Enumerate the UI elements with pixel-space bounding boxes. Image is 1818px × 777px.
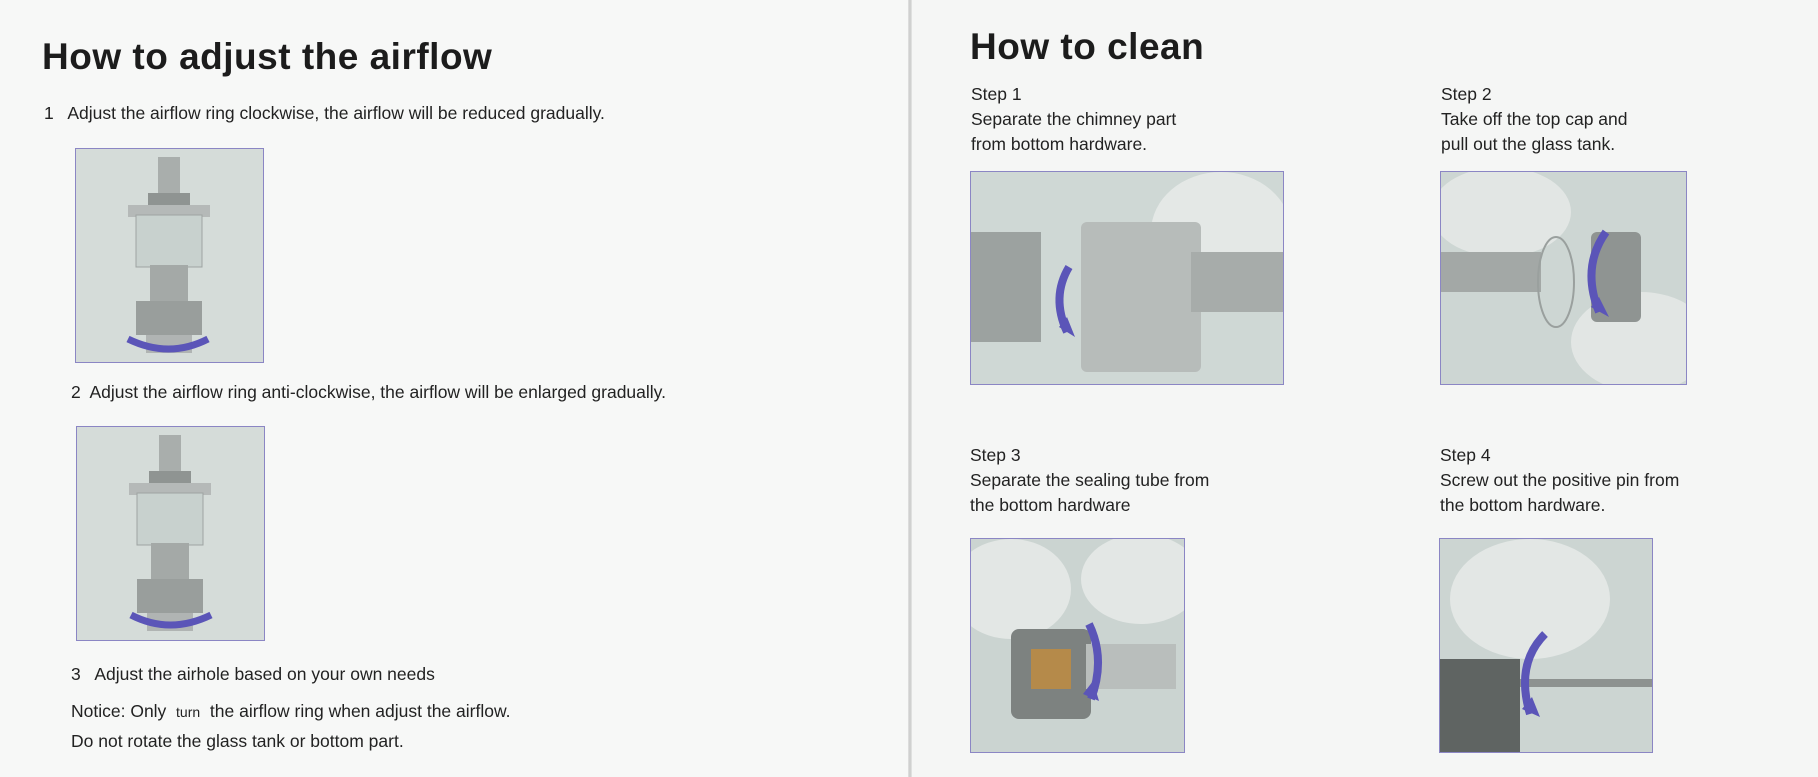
step-number: 2 xyxy=(71,382,81,402)
airflow-step-2 xyxy=(71,379,666,405)
step-number: 3 xyxy=(71,664,81,684)
clean-step-4-line2: the bottom hardware. xyxy=(1440,495,1606,515)
clean-step-1-line1: Separate the chimney part xyxy=(971,109,1177,129)
clean-step-4-photo xyxy=(1439,538,1653,753)
clean-step-4-label: Step 4 xyxy=(1440,445,1491,465)
book-spine xyxy=(908,0,912,777)
airflow-step-3 xyxy=(71,661,435,687)
notice-small-word: turn xyxy=(176,704,201,720)
notice-line-2: Do not rotate the glass tank or bottom part. xyxy=(71,731,404,751)
clean-step-2-photo xyxy=(1440,171,1687,385)
clean-step-3-label: Step 3 xyxy=(970,445,1021,465)
step-text: Adjust the airhole based on your own needs xyxy=(94,664,435,684)
clean-step-1-line2: from bottom hardware. xyxy=(971,134,1148,154)
clean-step-3-line2: the bottom hardware xyxy=(970,495,1131,515)
clean-step-3-line1: Separate the sealing tube from xyxy=(970,470,1210,490)
step-text: Adjust the airflow ring clockwise, the airflow will be reduced gradually. xyxy=(67,103,605,123)
clean-step-2-line1: Take off the top cap and xyxy=(1441,109,1628,129)
notice-line-1 xyxy=(71,698,510,725)
airflow-photo-anticlockwise xyxy=(76,426,265,641)
clean-step-2-line2: pull out the glass tank. xyxy=(1441,134,1616,154)
airflow-photo-clockwise xyxy=(75,148,264,363)
clean-step-4-line1: Screw out the positive pin from xyxy=(1440,470,1680,490)
clean-step-2-label: Step 2 xyxy=(1441,84,1492,104)
airflow-title: How to adjust the airflow xyxy=(42,36,493,77)
step-text: Adjust the airflow ring anti-clockwise, the airflow will be enlarged gradually. xyxy=(89,382,666,402)
notice-suffix: the airflow ring when adjust the airflow. xyxy=(209,701,511,721)
clean-step-1-photo xyxy=(970,171,1284,385)
clean-step-3-photo xyxy=(970,538,1185,753)
notice-prefix: Notice: Only xyxy=(71,701,167,721)
clean-step-1-label: Step 1 xyxy=(971,84,1022,104)
step-number: 1 xyxy=(44,103,54,123)
airflow-step-1 xyxy=(44,100,605,126)
clean-title: How to clean xyxy=(970,26,1205,67)
